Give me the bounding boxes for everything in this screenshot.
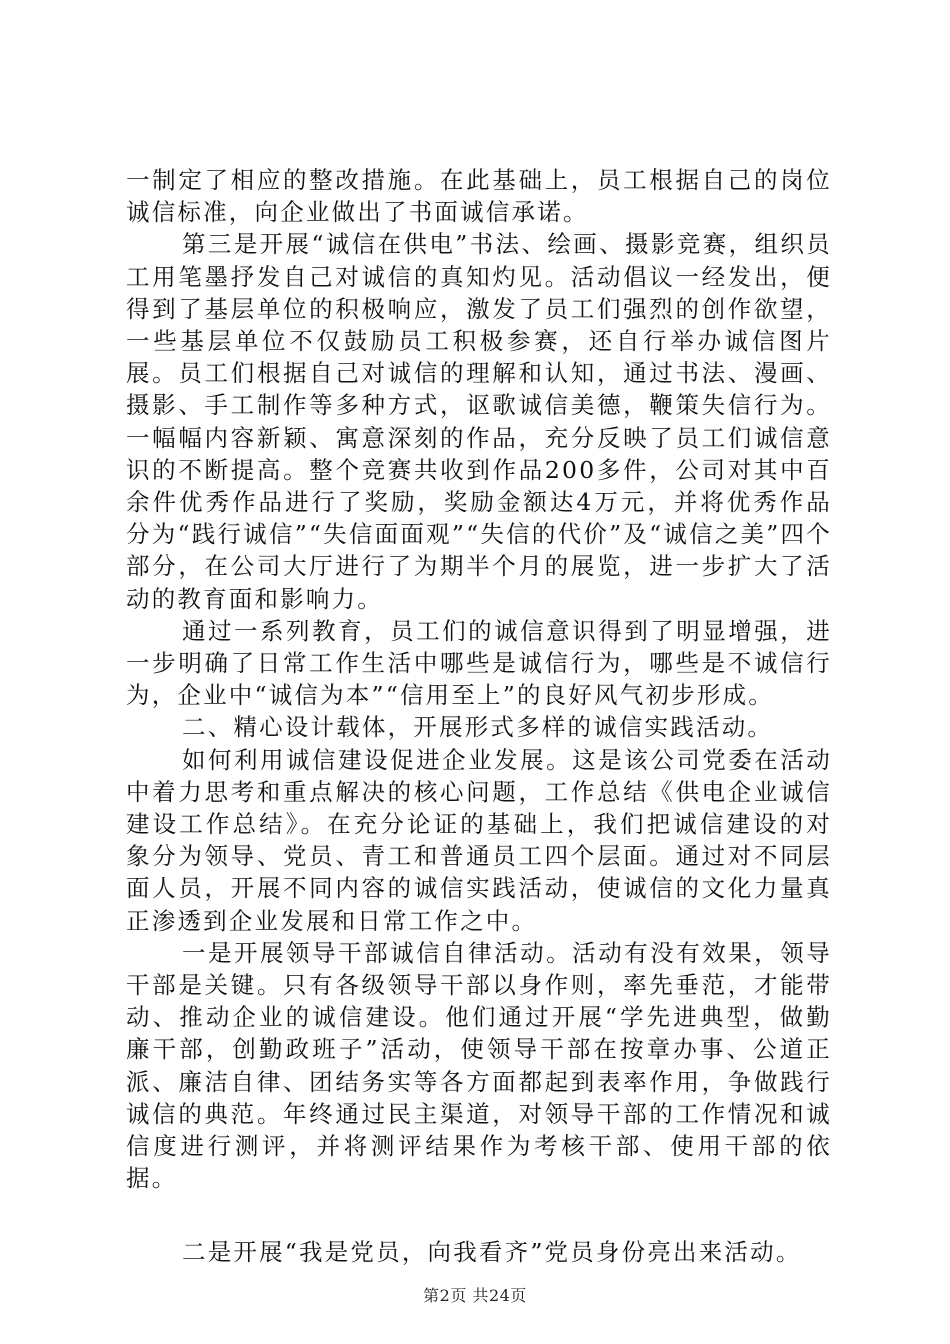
- paragraph-6: 二是开展“我是党员，向我看齐”党员身份亮出来活动。: [182, 1237, 802, 1266]
- paragraph-1: 一制定了相应的整改措施。在此基础上，员工根据自己的岗位诚信标准，向企业做出了书面诚信承诺。: [126, 166, 832, 227]
- section-heading: 二、精心设计载体，开展形式多样的诚信实践活动。: [182, 713, 774, 742]
- document-body: [126, 164, 832, 1268]
- paragraph-4: 如何利用诚信建设促进企业发展。这是该公司党委在活动中着力思考和重点解决的核心问题，工作总结《供电企业诚信建设工作总结》。在充分论证的基础上，我们把诚信建设的对象分为领导、党员、青工和普通员工四个层面。通过对不同层面人员，开展不同内容的诚信实践活动，使诚信的文化力量真正渗透到企业发展和日常工作之中。: [126, 745, 832, 935]
- page-number-footer: 第2页 共24页: [423, 1286, 527, 1305]
- paragraph-3: 通过一系列教育，员工们的诚信意识得到了明显增强，进一步明确了日常工作生活中哪些是诚信行为，哪些是不诚信行为，企业中“诚信为本”“信用至上”的良好风气初步形成。: [126, 616, 832, 710]
- paragraph-5: 一是开展领导干部诚信自律活动。活动有没有效果，领导干部是关键。只有各级领导干部以身作则，率先垂范，才能带动、推动企业的诚信建设。他们通过开展“学先进典型，做勤廉干部，创勤政班子”活动，使领导干部在按章办事、公道正派、廉洁自律、团结务实等各方面都起到表率作用，争做践行诚信的典范。年终通过民主渠道，对领导干部的工作情况和诚信度进行测评，并将测评结果作为考核干部、使用干部的依据。: [126, 938, 832, 1193]
- paragraph-2: 第三是开展“诚信在供电”书法、绘画、摄影竞赛，组织员工用笔墨抒发自己对诚信的真知灼见。活动倡议一经发出，便得到了基层单位的积极响应，激发了员工们强烈的创作欲望，一些基层单位不仅鼓励员工积极参赛，还自行举办诚信图片展。员工们根据自己对诚信的理解和认知，通过书法、漫画、摄影、手工制作等多种方式，讴歌诚信美德，鞭策失信行为。一幅幅内容新颖、寓意深刻的作品，充分反映了员工们诚信意识的不断提高。整个竞赛共收到作品200多件，公司对其中百余件优秀作品进行了奖励，奖励金额达4万元，并将优秀作品分为“践行诚信”“失信面面观”“失信的代价”及“诚信之美”四个部分，在公司大厅进行了为期半个月的展览，进一步扩大了活动的教育面和影响力。: [126, 230, 832, 613]
